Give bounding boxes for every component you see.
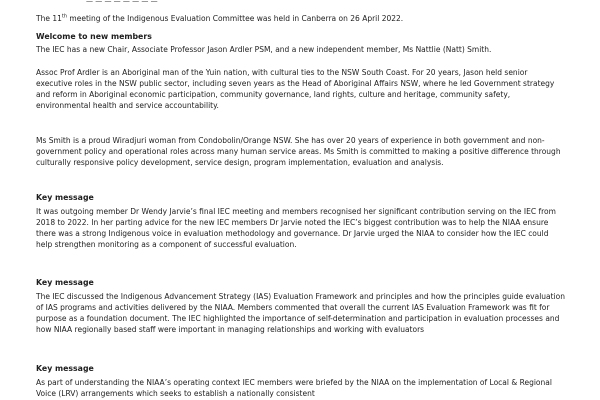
key-message-heading-3: Key message [36, 364, 94, 373]
ordinal-suffix: th [61, 13, 68, 20]
new-chair-paragraph: The IEC has a new Chair, Associate Professor Jason Ardler PSM, and a new independent member, Ms Nattlie (Natt) Smith. [36, 45, 492, 54]
intro-text-start: The 11 [36, 14, 62, 23]
intro-paragraph [36, 13, 566, 24]
key-message-paragraph-1: It was outgoing member Dr Wendy Jarvie’s final IEC meeting and members recognised her significant contribution serving on the IEC from 2018 to 2022. In her parting advice for the new IEC members Dr Jarvie noted the IEC’s biggest contribution was to help the NIAA ensure there was a strong Indigenous voice in evaluation methodology and governance. Dr Jarvie urged the NIAA to consider how the IEC could help strengthen monitoring as a component of successful evaluation. [36, 207, 556, 249]
welcome-heading: Welcome to new members [36, 32, 152, 41]
document-page [36, 0, 566, 400]
key-message-heading-1: Key message [36, 193, 94, 202]
cut-off-header-text: — — — — — — — — [86, 0, 158, 4]
key-message-paragraph-3: As part of understanding the NIAA’s operating context IEC members were briefed by the NIAA on the implementation of Local & Regional Voice (LRV) arrangements which seeks to establish a nationally consistent [36, 378, 552, 398]
ardler-bio-paragraph: Assoc Prof Ardler is an Aboriginal man of the Yuin nation, with cultural ties to the NSW South Coast. For 20 years, Jason held senior executive roles in the NSW public sector, including seven years as the Head of Aboriginal Affairs NSW, where he led Government strategy and reform in Aboriginal economic participation, community governance, land rights, culture and heritage, community safety, environmental health and service accountability. [36, 68, 555, 110]
key-message-paragraph-2: The IEC discussed the Indigenous Advancement Strategy (IAS) Evaluation Framework and principles and how the principles guide evaluation of IAS programs and activities delivered by the NIAA. Members commented that overall the current IAS Evaluation Framework was fit for purpose as a foundation document. The IEC highlighted the importance of self-determination and participation in evaluation processes and how NIAA regionally based staff were important in managing relationships and working with evaluators [36, 292, 565, 334]
smith-bio-paragraph: Ms Smith is a proud Wiradjuri woman from Condobolin/Orange NSW. She has over 20 years of experience in both government and non-government policy and operational roles across many human service areas. Ms Smith is committed to making a positive difference through culturally responsive policy development, service design, program implementation, evaluation and analysis. [36, 136, 561, 167]
key-message-heading-2: Key message [36, 278, 94, 287]
intro-text-end: meeting of the Indigenous Evaluation Committee was held in Canberra on 26 April 2022. [67, 14, 404, 23]
